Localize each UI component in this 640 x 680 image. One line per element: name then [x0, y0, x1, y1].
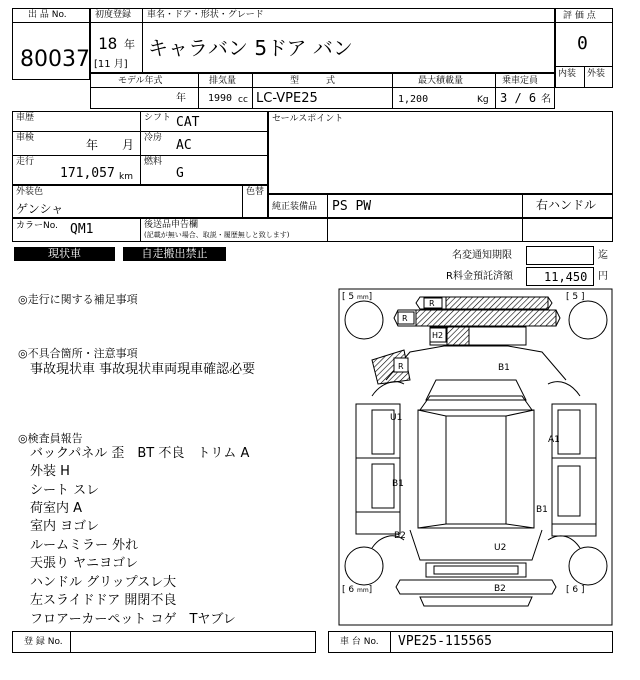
windshield	[426, 380, 526, 400]
mileage-label: 走行	[16, 157, 35, 167]
ac-label: 冷房	[144, 133, 163, 143]
max-load-label: 最大積載量	[418, 76, 464, 86]
front-grille-damage	[447, 327, 469, 345]
capacity-value: 3 / 6	[500, 91, 537, 105]
inspector-item: 左スライドドア 開閉不良	[30, 593, 177, 608]
tire-front-right-label: [ 5 ]	[566, 292, 585, 302]
tire-front-left	[345, 301, 383, 339]
tire-rear-right	[569, 547, 607, 585]
mark-b1-right-low: B1	[536, 505, 548, 515]
exterior-color-label: 外装色	[16, 187, 44, 197]
capacity-unit: 名	[541, 94, 551, 105]
lot-number: 80037	[20, 47, 90, 72]
mark-b1-right-top: B1	[498, 363, 510, 373]
first-reg-year-unit: 年	[124, 38, 135, 51]
recycle-value: 11,450	[544, 270, 588, 284]
first-reg-label: 初度登録	[95, 10, 132, 20]
mark-a1-right: A1	[548, 435, 560, 445]
defect-notes-title: ◎不具合箇所・注意事項	[18, 347, 138, 360]
displacement-value: 1990	[208, 93, 233, 104]
mark-r-hood: R	[398, 362, 404, 371]
right-front-door	[552, 404, 596, 458]
color-no-value: QM1	[70, 222, 94, 237]
name-change-label: 名変通知期限	[452, 250, 512, 261]
lot-label: 出 品 No.	[28, 10, 67, 20]
front-bumper-upper-damage	[446, 297, 548, 309]
defect-notes-text: 事故現状車 事故現状車両現車確認必要	[30, 362, 256, 377]
inspector-report-title: ◎検査員報告	[18, 432, 83, 445]
first-reg-year: 18	[98, 34, 118, 53]
inspector-item: ハンドル グリップスレ大	[30, 575, 177, 590]
exterior-label: 外装	[587, 69, 606, 79]
mileage-value: 171,057	[60, 166, 115, 181]
tire-rear-right-label: [ 6 ]	[566, 585, 585, 595]
inspection-label: 車検	[16, 133, 35, 143]
repaint-label: 色替	[246, 187, 265, 197]
model-code: LC-VPE25	[256, 91, 318, 106]
capacity-label: 乗車定員	[502, 76, 539, 86]
inspector-item: 外装 H	[30, 464, 70, 479]
front-bumper-lower-damage	[416, 310, 556, 326]
deadline-unit: 迄	[598, 250, 608, 261]
mark-b2-left: B2	[394, 531, 406, 541]
displacement-unit: cc	[238, 95, 248, 105]
inspection-month: 月	[122, 138, 135, 152]
inspection-year: 年	[86, 138, 99, 152]
history-label: 車歴	[16, 113, 35, 123]
car-name: キャラバン 5ドア バン	[148, 36, 353, 60]
front-body	[386, 346, 566, 380]
inspector-item: バックパネル 歪 BT 不良 トリム A	[30, 446, 250, 461]
model-year-unit: 年	[176, 93, 186, 104]
sales-point-label: セールスポイント	[272, 114, 344, 124]
mileage-unit: km	[119, 172, 133, 182]
tire-front-right	[569, 301, 607, 339]
rear-plate	[426, 563, 526, 577]
mark-r-top: R	[429, 299, 435, 308]
tire-front-left-label: [ 5 mm]	[342, 292, 373, 302]
fuel-label: 燃料	[144, 157, 163, 167]
color-no-label: カラーNo.	[16, 221, 58, 231]
handle-value: 右ハンドル	[536, 198, 597, 212]
rear-body	[410, 530, 542, 560]
score-label: 評 価 点	[563, 11, 596, 21]
rear-bumper	[396, 580, 556, 594]
equipment-label: 純正装備品	[272, 202, 318, 212]
chassis-label: 車 台 No.	[340, 637, 379, 647]
inspector-item: 室内 ヨゴレ	[30, 519, 100, 534]
displacement-label: 排気量	[209, 76, 237, 86]
car-name-label: 車名・ドア・形状・グレード	[147, 10, 264, 20]
recycle-unit: 円	[598, 271, 608, 282]
exterior-color-value: ゲンシャ	[16, 202, 64, 216]
type-label: 型 式	[290, 76, 336, 86]
score-value: 0	[577, 33, 588, 54]
post-doc-note: (記載が無い場合、取説・履歴無しと致します)	[144, 231, 290, 239]
tire-rear-left-label: [ 6 mm]	[342, 585, 373, 595]
inspector-item: 荷室内 A	[30, 501, 83, 516]
right-rear-panel	[552, 458, 596, 524]
recycle-label: R料金預託済額	[446, 271, 513, 282]
inspector-item: 天張り ヤニヨゴレ	[30, 556, 139, 571]
driving-notes-title: ◎走行に関する補足事項	[18, 293, 138, 306]
ac-value: AC	[176, 138, 192, 153]
mark-b1-left: B1	[392, 479, 404, 489]
chassis-value: VPE25-115565	[398, 634, 492, 649]
shift-value: CAT	[176, 115, 200, 130]
model-year-label: モデル年式	[118, 76, 163, 86]
mark-b2-bottom: B2	[494, 584, 506, 594]
self-drive-prohibited-badge: 自走搬出禁止	[123, 247, 226, 261]
inspector-item: ルームミラー 外れ	[30, 538, 139, 553]
first-reg-month: [11 月]	[94, 59, 128, 70]
roof	[446, 416, 506, 524]
mark-r-second: R	[402, 314, 408, 323]
equipment-value: PS PW	[332, 199, 372, 214]
inspector-item: シート スレ	[30, 483, 100, 498]
registration-label: 登 録 No.	[24, 637, 63, 647]
max-load-unit: Kg	[477, 95, 489, 105]
interior-label: 内装	[558, 69, 577, 79]
tire-rear-left	[345, 547, 383, 585]
mark-u2-bottom: U2	[494, 543, 507, 553]
shift-label: シフト	[144, 113, 172, 123]
current-status-badge: 現状車	[14, 247, 115, 261]
inspector-item: フロアーカーペット コゲ Tヤブレ	[30, 612, 236, 627]
fuel-value: G	[176, 166, 184, 181]
post-doc-label: 後送品申告欄	[144, 220, 199, 230]
max-load-value: 1,200	[398, 94, 429, 105]
mark-h2: H2	[432, 331, 444, 340]
mark-u1-left: U1	[390, 413, 403, 423]
